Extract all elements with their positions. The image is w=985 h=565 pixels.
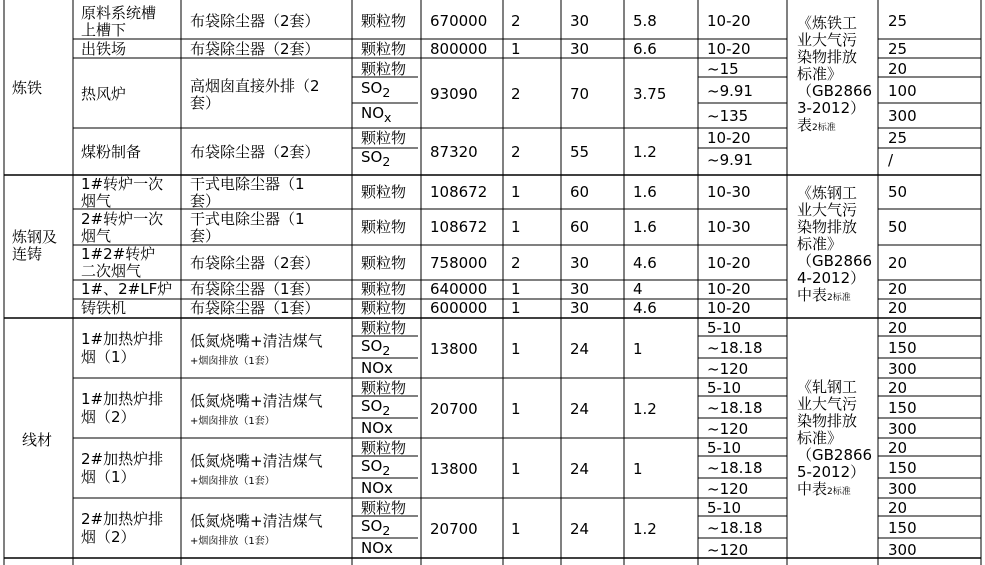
- stack-height: 30: [570, 299, 590, 317]
- standard-iron-line: （GB2866: [797, 82, 873, 100]
- pollutant-pm: 颗粒物: [361, 60, 407, 78]
- pollutant-so2: $SO_2$: [361, 148, 391, 169]
- pollutant-pm: 颗粒物: [361, 183, 407, 201]
- source-name: 烟（1）: [81, 348, 136, 366]
- standard-rolling-line: （GB2866: [797, 446, 873, 464]
- pollutant-pm: 颗粒物: [361, 280, 407, 298]
- concentration: ~9.91: [707, 82, 753, 100]
- section-steelmaking: 炼钢及: [12, 228, 58, 246]
- stack-count: 1: [511, 280, 521, 298]
- concentration: ~18.18: [707, 339, 763, 357]
- treatment-measure: 干式电除尘器（1: [190, 210, 305, 228]
- standard-steel-line: 4-2012）: [797, 269, 866, 287]
- standard-iron-line: 表2标准: [797, 116, 836, 134]
- stack-height: 24: [570, 400, 590, 418]
- source-name: 铸铁机: [81, 299, 127, 317]
- standard-steel-line: 标准》: [797, 235, 843, 253]
- treatment-measure: 布袋除尘器（1套）: [190, 280, 320, 298]
- standard-rolling-line: 业大气污: [797, 395, 858, 413]
- stack-count: 1: [511, 340, 521, 358]
- source-name: 出铁场: [81, 40, 127, 58]
- standard-rolling-line: 《轧钢工: [797, 378, 858, 396]
- stack-count: 1: [511, 460, 521, 478]
- section-wire-rod: 线材: [22, 431, 53, 449]
- emission-limit: 150: [888, 399, 917, 417]
- pollutant-nox: $NO_x$: [361, 104, 392, 125]
- stack-height: 24: [570, 460, 590, 478]
- treatment-measure: 布袋除尘器（2套）: [190, 254, 320, 272]
- emission-limit: 20: [888, 439, 908, 457]
- stack-diameter: 5.8: [633, 12, 657, 30]
- concentration: ~120: [707, 420, 749, 438]
- pollutant-so2: $SO_2$: [361, 457, 391, 478]
- emission-limit: 150: [888, 339, 917, 357]
- stack-count: 2: [511, 143, 521, 161]
- exhaust-flow: 800000: [430, 40, 488, 58]
- stack-diameter: 3.75: [633, 85, 667, 103]
- standard-steel-line: （GB2866: [797, 252, 873, 270]
- stack-count: 1: [511, 400, 521, 418]
- concentration: ~135: [707, 107, 749, 125]
- emission-limit: 300: [888, 420, 917, 438]
- pollutant-pm: 颗粒物: [361, 129, 407, 147]
- pollutant-nox: NOx: [361, 479, 393, 497]
- concentration: ~120: [707, 541, 749, 559]
- emission-limit: /: [888, 151, 894, 169]
- stack-diameter: 1.6: [633, 183, 657, 201]
- stack-count: 2: [511, 85, 521, 103]
- stack-count: 1: [511, 40, 521, 58]
- pollutant-nox: NOx: [361, 359, 393, 377]
- emission-limit: 20: [888, 379, 908, 397]
- stack-diameter: 4.6: [633, 254, 657, 272]
- pollutant-pm: 颗粒物: [361, 12, 407, 30]
- pollutant-so2: $SO_2$: [361, 337, 391, 358]
- standard-iron-line: 标准》: [797, 65, 843, 83]
- treatment-measure: 低氮烧嘴+清洁煤气: [190, 452, 323, 470]
- section-casting: 连铸: [12, 245, 43, 263]
- source-name: 热风炉: [81, 85, 127, 103]
- source-name: 2#加热炉排: [81, 510, 164, 528]
- standard-steel-line: 业大气污: [797, 201, 858, 219]
- pollutant-pm: 颗粒物: [361, 439, 407, 457]
- treatment-measure: 布袋除尘器（2套）: [190, 143, 320, 161]
- emission-limit: 50: [888, 218, 908, 236]
- stack-height: 55: [570, 143, 590, 161]
- emission-limit: 300: [888, 541, 917, 559]
- stack-count: 1: [511, 299, 521, 317]
- pollutant-so2: $SO_2$: [361, 79, 391, 100]
- stack-height: 70: [570, 85, 590, 103]
- stack-height: 24: [570, 520, 590, 538]
- concentration: ~9.91: [707, 151, 753, 169]
- standard-iron-line: 《炼铁工: [797, 14, 858, 32]
- stack-diameter: 1.2: [633, 520, 657, 538]
- exhaust-flow: 20700: [430, 520, 478, 538]
- source-name: 烟（2）: [81, 408, 136, 426]
- concentration: ~18.18: [707, 459, 763, 477]
- source-name: 烟气: [81, 227, 112, 245]
- treatment-measure: 布袋除尘器（2套）: [190, 12, 320, 30]
- stack-diameter: 1: [633, 460, 643, 478]
- treatment-measure: 高烟囱直接外排（2: [190, 77, 320, 95]
- concentration: ~18.18: [707, 399, 763, 417]
- source-name: 1#加热炉排: [81, 330, 164, 348]
- concentration: 10-20: [707, 12, 751, 30]
- standard-iron-line: 3-2012）: [797, 99, 866, 117]
- stack-diameter: 4: [633, 280, 643, 298]
- source-name: 上槽下: [81, 21, 127, 39]
- emission-limit: 20: [888, 499, 908, 517]
- concentration: 5-10: [707, 319, 742, 337]
- stack-height: 30: [570, 254, 590, 272]
- pollutant-so2: $SO_2$: [361, 397, 391, 418]
- exhaust-flow: 640000: [430, 280, 488, 298]
- exhaust-flow: 108672: [430, 183, 488, 201]
- pollutant-pm: 颗粒物: [361, 254, 407, 272]
- emission-limit: 150: [888, 519, 917, 537]
- treatment-measure: +烟囱排放（1套）: [190, 416, 275, 427]
- pollutant-so2: $SO_2$: [361, 517, 391, 538]
- exhaust-flow: 13800: [430, 340, 478, 358]
- pollutant-pm: 颗粒物: [361, 218, 407, 236]
- standard-rolling-line: 中表2标准: [797, 480, 851, 498]
- source-name: 烟（2）: [81, 528, 136, 546]
- emission-limit: 150: [888, 459, 917, 477]
- treatment-measure: 套）: [190, 94, 221, 112]
- source-name: 煤粉制备: [81, 143, 142, 161]
- emission-limit: 20: [888, 280, 908, 298]
- source-name: 1#2#转炉: [81, 245, 156, 263]
- source-name: 2#加热炉排: [81, 450, 164, 468]
- stack-count: 2: [511, 254, 521, 272]
- source-name: 烟气: [81, 192, 112, 210]
- treatment-measure: +烟囱排放（1套）: [190, 476, 275, 487]
- exhaust-flow: 670000: [430, 12, 488, 30]
- stack-diameter: 1.2: [633, 400, 657, 418]
- standard-steel-line: 中表2标准: [797, 286, 851, 304]
- emission-limit: 300: [888, 480, 917, 498]
- concentration: 10-20: [707, 129, 751, 147]
- treatment-measure: 布袋除尘器（2套）: [190, 40, 320, 58]
- exhaust-flow: 93090: [430, 85, 478, 103]
- stack-diameter: 4.6: [633, 299, 657, 317]
- emission-limit: 20: [888, 60, 908, 78]
- stack-height: 30: [570, 280, 590, 298]
- stack-height: 60: [570, 183, 590, 201]
- concentration: 5-10: [707, 499, 742, 517]
- emission-limit: 100: [888, 82, 917, 100]
- stack-diameter: 1.2: [633, 143, 657, 161]
- emission-limit: 300: [888, 107, 917, 125]
- source-name: 二次烟气: [81, 262, 142, 280]
- exhaust-flow: 20700: [430, 400, 478, 418]
- emission-limit: 20: [888, 299, 908, 317]
- concentration: ~18.18: [707, 519, 763, 537]
- stack-count: 1: [511, 183, 521, 201]
- pollutant-pm: 颗粒物: [361, 40, 407, 58]
- standard-rolling-line: 5-2012）: [797, 463, 866, 481]
- concentration: ~120: [707, 480, 749, 498]
- concentration: 10-30: [707, 183, 751, 201]
- stack-height: 60: [570, 218, 590, 236]
- treatment-measure: +烟囱排放（1套）: [190, 536, 275, 547]
- treatment-measure: 干式电除尘器（1: [190, 175, 305, 193]
- source-name: 烟（1）: [81, 468, 136, 486]
- concentration: ~15: [707, 60, 739, 78]
- exhaust-flow: 758000: [430, 254, 488, 272]
- concentration: 10-20: [707, 40, 751, 58]
- exhaust-flow: 87320: [430, 143, 478, 161]
- source-name: 1#转炉一次: [81, 175, 164, 193]
- stack-diameter: 1.6: [633, 218, 657, 236]
- treatment-measure: 低氮烧嘴+清洁煤气: [190, 392, 323, 410]
- treatment-measure: 低氮烧嘴+清洁煤气: [190, 332, 323, 350]
- concentration: 10-30: [707, 218, 751, 236]
- emission-limit: 50: [888, 183, 908, 201]
- concentration: ~120: [707, 360, 749, 378]
- standard-rolling-line: 染物排放: [797, 412, 858, 430]
- pollutant-pm: 颗粒物: [361, 379, 407, 397]
- standard-steel-line: 染物排放: [797, 218, 858, 236]
- treatment-measure: 布袋除尘器（1套）: [190, 299, 320, 317]
- source-name: 原料系统槽: [81, 4, 157, 22]
- concentration: 10-20: [707, 254, 751, 272]
- stack-height: 24: [570, 340, 590, 358]
- stack-height: 30: [570, 12, 590, 30]
- standard-iron-line: 业大气污: [797, 31, 858, 49]
- exhaust-flow: 13800: [430, 460, 478, 478]
- treatment-measure: 套）: [190, 192, 221, 210]
- stack-diameter: 1: [633, 340, 643, 358]
- concentration: 5-10: [707, 439, 742, 457]
- pollutant-nox: NOx: [361, 419, 393, 437]
- emission-limit: 20: [888, 319, 908, 337]
- source-name: 1#加热炉排: [81, 390, 164, 408]
- source-name: 1#、2#LF炉: [81, 280, 173, 298]
- pollutant-nox: NOx: [361, 539, 393, 557]
- concentration: 10-20: [707, 299, 751, 317]
- source-name: 2#转炉一次: [81, 210, 164, 228]
- exhaust-flow: 600000: [430, 299, 488, 317]
- pollutant-pm: 颗粒物: [361, 319, 407, 337]
- treatment-measure: 低氮烧嘴+清洁煤气: [190, 512, 323, 530]
- emission-limit: 20: [888, 254, 908, 272]
- pollutant-pm: 颗粒物: [361, 499, 407, 517]
- emission-limit: 25: [888, 12, 908, 30]
- concentration: 5-10: [707, 379, 742, 397]
- treatment-measure: +烟囱排放（1套）: [190, 356, 275, 367]
- stack-diameter: 6.6: [633, 40, 657, 58]
- stack-count: 2: [511, 12, 521, 30]
- emission-limit: 300: [888, 360, 917, 378]
- standard-steel-line: 《炼钢工: [797, 184, 858, 202]
- treatment-measure: 套）: [190, 227, 221, 245]
- section-ironmaking: 炼铁: [12, 79, 43, 97]
- stack-count: 1: [511, 520, 521, 538]
- stack-height: 30: [570, 40, 590, 58]
- standard-iron-line: 染物排放: [797, 48, 858, 66]
- pollutant-pm: 颗粒物: [361, 299, 407, 317]
- emission-limit: 25: [888, 129, 908, 147]
- concentration: 10-20: [707, 280, 751, 298]
- stack-count: 1: [511, 218, 521, 236]
- standard-rolling-line: 标准》: [797, 429, 843, 447]
- exhaust-flow: 108672: [430, 218, 488, 236]
- emission-limit: 25: [888, 40, 908, 58]
